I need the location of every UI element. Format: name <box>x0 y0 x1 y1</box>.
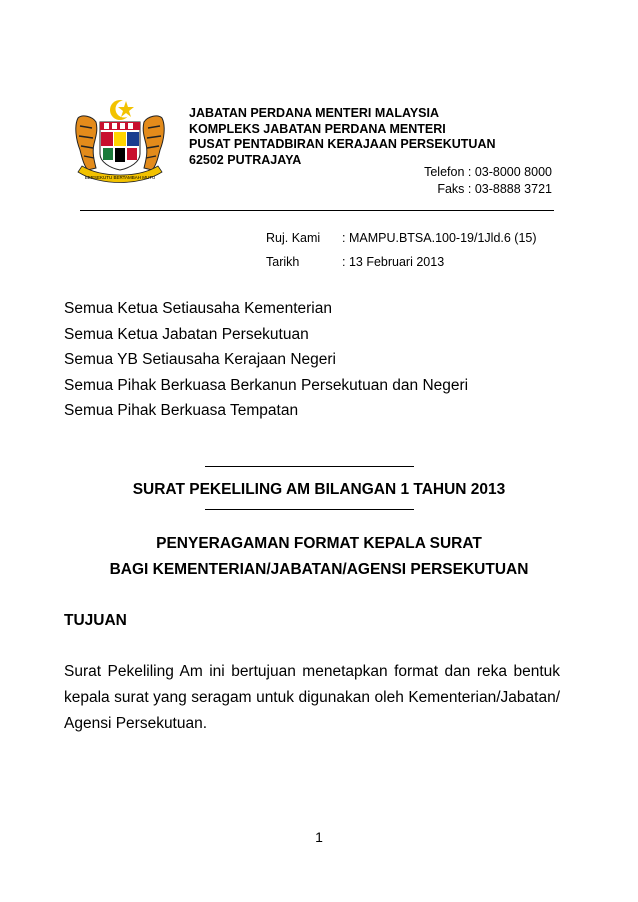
section-heading: TUJUAN <box>64 612 127 629</box>
recipient-line: Semua Ketua Setiausaha Kementerian <box>64 300 332 317</box>
agency-postcode-line: 62502 PUTRAJAYA <box>189 152 302 167</box>
subject-line-2: BAGI KEMENTERIAN/JABATAN/AGENSI PERSEKUTUAN <box>109 561 529 578</box>
reference-line <box>266 231 537 245</box>
agency-name-line: JABATAN PERDANA MENTERI MALAYSIA <box>189 106 440 120</box>
paragraph-line: kepala surat yang seragam untuk digunakan oleh Kementerian/Jabatan/ <box>64 689 560 706</box>
date-line <box>266 255 444 269</box>
purpose-paragraph <box>64 659 560 737</box>
ruj-kami-value: : MAMPU.BTSA.100-19/1Jld.6 (15) <box>342 231 537 245</box>
page-number: 1 <box>315 829 323 845</box>
circular-title: SURAT PEKELILING AM BILANGAN 1 TAHUN 2013 <box>132 481 506 498</box>
title-bottom-rule <box>205 509 414 510</box>
svg-text:BERSEKUTU BERTAMBAH MUTU: BERSEKUTU BERTAMBAH MUTU <box>84 175 156 180</box>
telefon-line <box>424 164 552 181</box>
paragraph-line: Agensi Persekutuan. <box>64 715 208 732</box>
telefon-label: Telefon <box>424 165 465 179</box>
telefon-value: : 03-8000 8000 <box>467 165 552 179</box>
recipient-line: Semua Pihak Berkuasa Tempatan <box>64 402 299 419</box>
title-top-rule <box>205 466 414 467</box>
tarikh-label: Tarikh <box>266 255 300 269</box>
tarikh-value: : 13 Februari 2013 <box>342 255 445 269</box>
faks-value: : 03-8888 3721 <box>467 182 552 196</box>
recipient-list <box>64 296 468 424</box>
header-divider <box>80 210 554 211</box>
ruj-kami-label: Ruj. Kami <box>266 231 321 245</box>
agency-complex-line: KOMPLEKS JABATAN PERDANA MENTERI <box>189 121 446 136</box>
coat-of-arms-logo <box>70 96 170 186</box>
recipient-line: Semua YB Setiausaha Kerajaan Negeri <box>64 351 336 368</box>
faks-line <box>424 181 552 198</box>
recipient-line: Semua Pihak Berkuasa Berkanun Persekutuan dan Negeri <box>64 376 469 394</box>
paragraph-line: Surat Pekeliling Am ini bertujuan menetapkan format dan reka bentuk <box>64 663 560 680</box>
recipient-line: Semua Ketua Jabatan Persekutuan <box>64 325 309 343</box>
faks-label: Faks <box>437 182 465 196</box>
agency-address-block <box>189 106 496 168</box>
subject-line-1: PENYERAGAMAN FORMAT KEPALA SURAT <box>156 535 482 552</box>
agency-centre-line: PUSAT PENTADBIRAN KERAJAAN PERSEKUTUAN <box>189 137 496 151</box>
contact-block <box>424 164 552 198</box>
